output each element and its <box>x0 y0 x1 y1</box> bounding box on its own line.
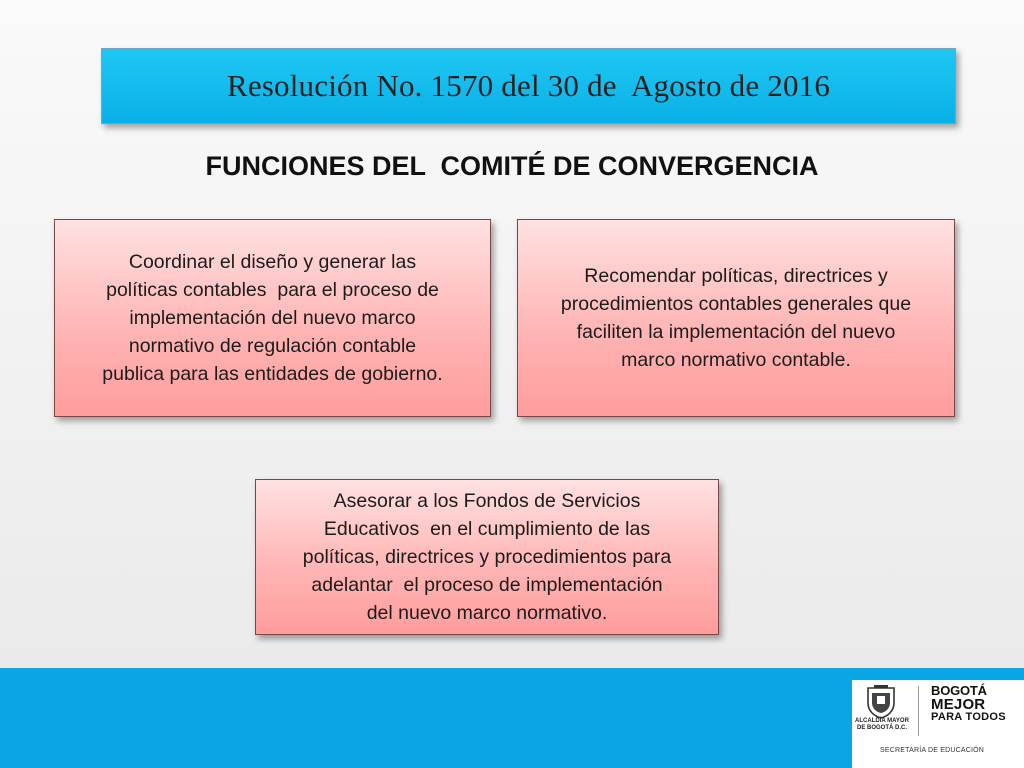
function-box-asesorar <box>255 479 719 635</box>
bogota-mejor-logo <box>931 684 1021 723</box>
text-line: marco normativo contable. <box>621 349 851 371</box>
text-line: faciliten la implementación del nuevo <box>576 321 896 343</box>
text-line: Recomendar políticas, directrices y <box>584 265 888 287</box>
text-line: Coordinar el diseño y generar las <box>128 251 417 273</box>
brand-line: PARA TODOS <box>931 711 1006 723</box>
footer-logo-group <box>852 680 1024 768</box>
logo-divider <box>918 686 919 736</box>
slide-subtitle: FUNCIONES DEL COMITÉ DE CONVERGENCIA <box>205 151 819 181</box>
secretaria-label: SECRETARÍA DE EDUCACIÓN <box>880 747 985 754</box>
text-line: políticas, directrices y procedimientos para <box>302 546 672 568</box>
function-text <box>561 262 911 374</box>
text-line: publica para las entidades de gobierno. <box>102 363 443 385</box>
text-line: normativo de regulación contable <box>128 335 417 357</box>
text-line: Asesorar a los Fondos de Servicios <box>333 490 641 512</box>
text-line: implementación del nuevo marco <box>129 307 416 329</box>
function-text <box>303 487 672 627</box>
brand-line: BOGOTÁ <box>931 683 987 698</box>
text-line: Educativos en el cumplimiento de las <box>323 518 651 540</box>
slide-title: Resolución No. 1570 del 30 de Agosto de 2016 <box>226 68 831 103</box>
function-box-coordinar <box>54 219 491 417</box>
text-line: adelantar el proceso de implementación <box>311 574 663 596</box>
alcaldia-label: ALCALDÍA MAYOR DE BOGOTÁ D.C. <box>855 718 909 731</box>
title-banner <box>101 48 956 124</box>
text-line: procedimientos contables generales que <box>560 293 912 315</box>
function-text <box>102 248 442 388</box>
text-line: políticas contables para el proceso de <box>106 279 439 301</box>
function-box-recomendar <box>517 219 955 417</box>
brand-line: MEJOR <box>931 696 986 713</box>
text-line: del nuevo marco normativo. <box>366 602 608 624</box>
bogota-shield-icon <box>866 685 896 719</box>
